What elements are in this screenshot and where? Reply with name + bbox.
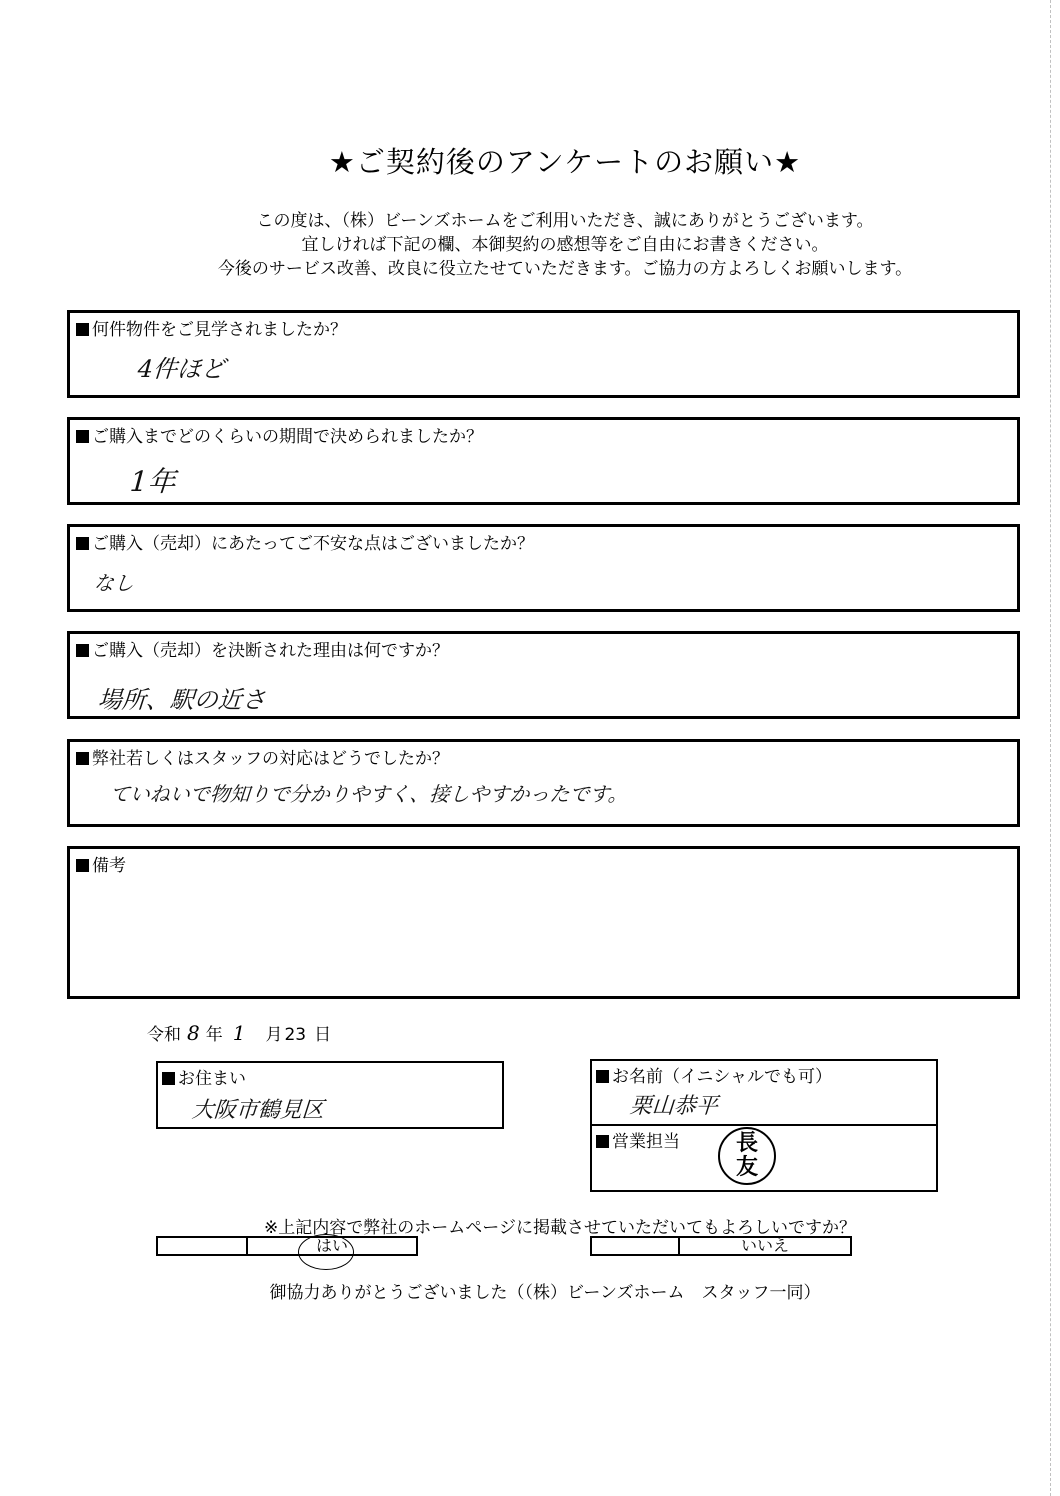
option-yes-row[interactable]: [156, 1236, 418, 1256]
square-bullet-icon: [596, 1070, 609, 1083]
answer-field[interactable]: なし: [93, 571, 135, 595]
option-no-label[interactable]: いいえ: [740, 1236, 789, 1255]
residence-box: [156, 1061, 504, 1129]
date-line: 令和 8 年 1 月 23 日: [147, 1021, 332, 1045]
sales-rep-stamp: 長 友: [718, 1127, 776, 1185]
selected-circle-mark: [298, 1234, 354, 1270]
answer-field[interactable]: ていねいで物知りで分かりやすく、接しやすかったです。: [109, 782, 629, 806]
intro-line-1: この度は、（株）ビーンズホームをご利用いただき、誠にありがとうございます。: [256, 211, 874, 231]
question-box-period: [67, 417, 1020, 505]
option-yes-checkbox[interactable]: [158, 1238, 248, 1254]
page-title: ★ご契約後のアンケートのお願い★: [328, 145, 802, 179]
answer-field[interactable]: 場所、駅の近さ: [96, 686, 267, 714]
question-label: ご購入（売却）を決断された理由は何ですか？: [76, 636, 449, 661]
residence-label: お住まい: [162, 1064, 246, 1089]
name-label: お名前（イニシャルでも可）: [596, 1062, 832, 1087]
option-no-checkbox[interactable]: [592, 1238, 680, 1254]
question-box-staff: [67, 739, 1020, 827]
name-field[interactable]: 栗山恭平: [628, 1094, 719, 1119]
answer-field[interactable]: 1年: [128, 465, 177, 498]
question-label: 何件物件をご見学されましたか？: [76, 315, 347, 340]
date-year[interactable]: 8: [187, 1021, 200, 1045]
question-box-reason: [67, 631, 1020, 719]
square-bullet-icon: [162, 1072, 175, 1085]
square-bullet-icon: [596, 1135, 609, 1148]
square-bullet-icon: [76, 752, 89, 765]
intro-line-3: 今後のサービス改善、改良に役立たせていただきます。ご協力の方よろしくお願いします。: [217, 259, 913, 279]
date-day[interactable]: 23: [284, 1025, 307, 1045]
question-label: ご購入（売却）にあたってご不安な点はございましたか？: [76, 529, 534, 554]
option-yes-label[interactable]: はい: [248, 1238, 416, 1254]
closing-message: 御協力ありがとうございました（（株）ビーンズホーム スタッフ一同）: [269, 1283, 821, 1303]
question-box-concerns: [67, 524, 1020, 612]
question-label: ご購入までどのくらいの期間で決められましたか？: [76, 422, 483, 447]
square-bullet-icon: [76, 537, 89, 550]
question-box-viewings: [67, 310, 1020, 398]
question-label: 弊社若しくはスタッフの対応はどうでしたか？: [76, 744, 449, 769]
homepage-question: ※上記内容で弊社のホームページに掲載させていただいてもよろしいですか？: [264, 1218, 856, 1238]
divider: [592, 1124, 936, 1126]
question-box-remarks: [67, 846, 1020, 999]
option-no-row[interactable]: [590, 1236, 852, 1256]
date-month[interactable]: 1: [232, 1021, 246, 1045]
answer-field[interactable]: 4件ほど: [136, 355, 227, 383]
intro-line-2: 宜しければ下記の欄、本御契約の感想等をご自由にお書きください。: [301, 235, 829, 255]
square-bullet-icon: [76, 859, 89, 872]
sales-rep-label: 営業担当: [596, 1127, 680, 1152]
residence-field[interactable]: 大阪市鶴見区: [190, 1098, 325, 1123]
square-bullet-icon: [76, 430, 89, 443]
question-label: 備考: [76, 851, 126, 876]
square-bullet-icon: [76, 644, 89, 657]
square-bullet-icon: [76, 323, 89, 336]
